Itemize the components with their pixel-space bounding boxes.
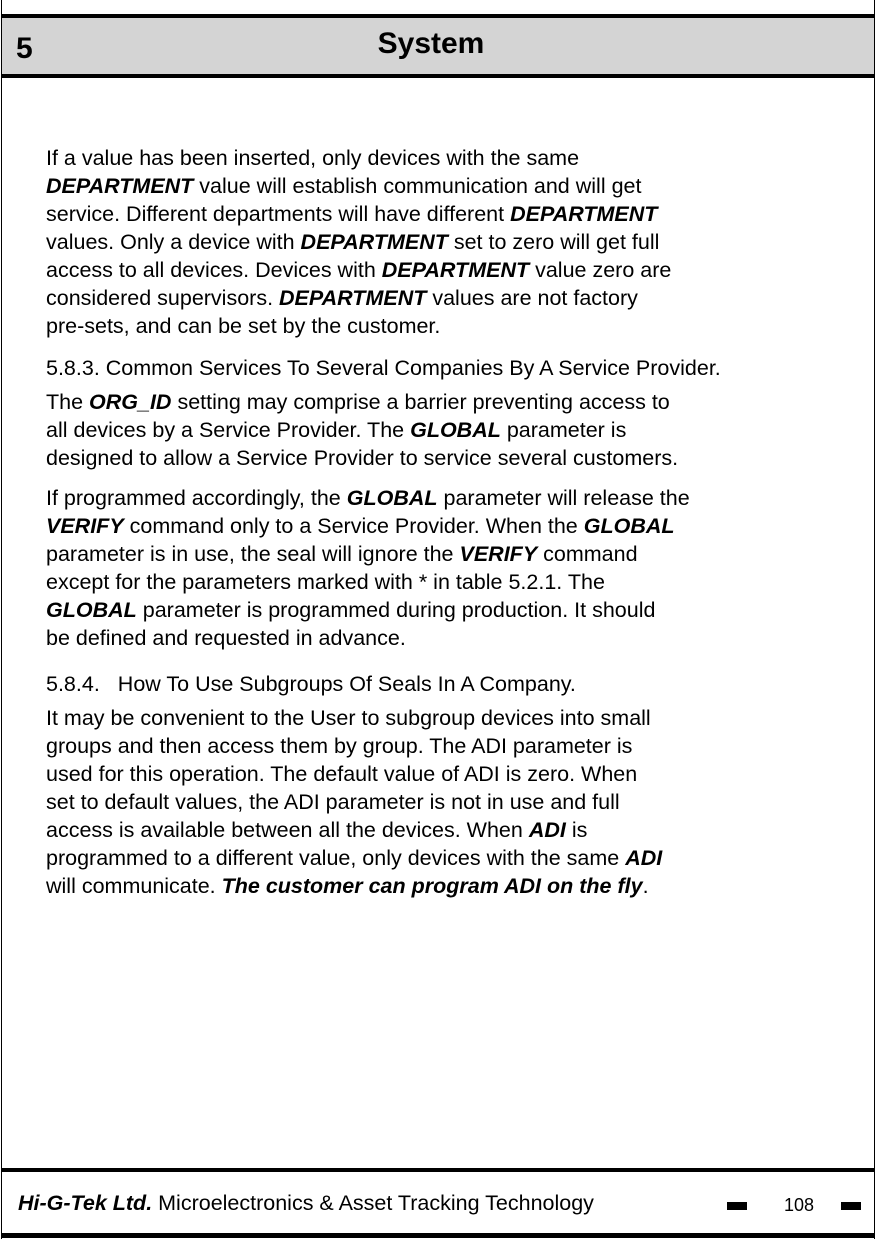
keyword-adi: ADI [625, 846, 663, 870]
text-run: If a value has been inserted, only devices with the same [46, 146, 580, 170]
text-run: . [642, 874, 649, 898]
chapter-number: 5 [16, 32, 33, 65]
keyword-department: DEPARTMENT [510, 202, 658, 226]
text-run: used for this operation. The default value of ADI is zero. When [46, 762, 638, 786]
keyword-department: DEPARTMENT [46, 174, 194, 198]
chapter-title: System [377, 27, 485, 60]
keyword-verify: VERIFY [46, 514, 124, 538]
text-run: values. Only a device with [46, 230, 301, 254]
page-marker-right [841, 1202, 861, 1210]
text-run: groups and then access them by group. The ADI parameter is [46, 734, 633, 758]
keyword-global: GLOBAL [583, 514, 675, 538]
text-run: command [537, 542, 638, 566]
text-run: access to all devices. Devices with [46, 258, 382, 282]
paragraph-global [46, 484, 846, 652]
keyword-department: DEPARTMENT [381, 258, 530, 282]
text-run: all devices by a Service Provider. The [46, 418, 411, 442]
page-marker-left [727, 1202, 747, 1210]
keyword-global: GLOBAL [46, 598, 137, 622]
text-run: parameter will release the [437, 486, 690, 510]
text-run: designed to allow a Service Provider to service several customers. [46, 446, 679, 470]
paragraph-org-id [46, 388, 846, 472]
footer-text [18, 1191, 594, 1216]
page-number: 108 [784, 1195, 815, 1215]
chapter-header [2, 14, 874, 78]
text-run: value will establish communication and will get [193, 174, 642, 198]
text-run: be defined and requested in advance. [46, 626, 406, 650]
text-run: parameter is in use, the seal will ignore the [46, 542, 460, 566]
section-heading-5-8-4 [46, 670, 846, 698]
keyword-global: GLOBAL [410, 418, 501, 442]
text-run: will communicate. [46, 874, 222, 898]
text-run: set to default values, the ADI parameter is not in use and full [46, 790, 620, 814]
footer-tagline: Microelectronics & Asset Tracking Technology [152, 1191, 594, 1215]
text-run: value zero are [529, 258, 672, 282]
footer-company: Hi-G-Tek Ltd. [18, 1191, 153, 1215]
section-number: 5.8.4. [46, 672, 100, 696]
section-title: How To Use Subgroups Of Seals In A Company. [117, 672, 576, 696]
section-heading-5-8-3: 5.8.3. Common Services To Several Companies By A Service Provider. [46, 356, 721, 380]
text-run: service. Different departments will have different [46, 202, 511, 226]
keyword-verify: VERIFY [459, 542, 538, 566]
text-run: It may be convenient to the User to subgroup devices into small [46, 706, 651, 730]
text-run: setting may comprise a barrier preventing access to [171, 390, 670, 414]
keyword-global: GLOBAL [346, 486, 438, 510]
text-run: set to zero will get full [447, 230, 660, 254]
keyword-org-id: ORG_ID [89, 390, 172, 414]
text-run: considered supervisors. [46, 286, 280, 310]
keyword-department: DEPARTMENT [279, 286, 427, 310]
text-run: is [565, 818, 588, 842]
text-run: pre-sets, and can be set by the customer. [46, 314, 441, 338]
text-run: programmed to a different value, only devices with the same [46, 846, 626, 870]
text-run: parameter is [500, 418, 627, 442]
keyword-adi: ADI [528, 818, 566, 842]
text-run: If programmed accordingly, the [46, 486, 347, 510]
paragraph-adi [46, 704, 846, 900]
text-run: access is available between all the devices. When [46, 818, 529, 842]
keyword-department: DEPARTMENT [300, 230, 448, 254]
paragraph-department [46, 144, 846, 340]
emphasis-adi-on-the-fly: The customer can program ADI on the fly [221, 874, 643, 898]
footer-rule-top [2, 1168, 874, 1172]
text-run: values are not factory [426, 286, 638, 310]
page-body [46, 144, 846, 900]
footer-rule-bottom [2, 1233, 874, 1238]
text-run: The [46, 390, 90, 414]
text-run: except for the parameters marked with * in table 5.2.1. The [46, 570, 605, 594]
text-run: command only to a Service Provider. When the [123, 514, 584, 538]
text-run: parameter is programmed during production. It should [136, 598, 656, 622]
